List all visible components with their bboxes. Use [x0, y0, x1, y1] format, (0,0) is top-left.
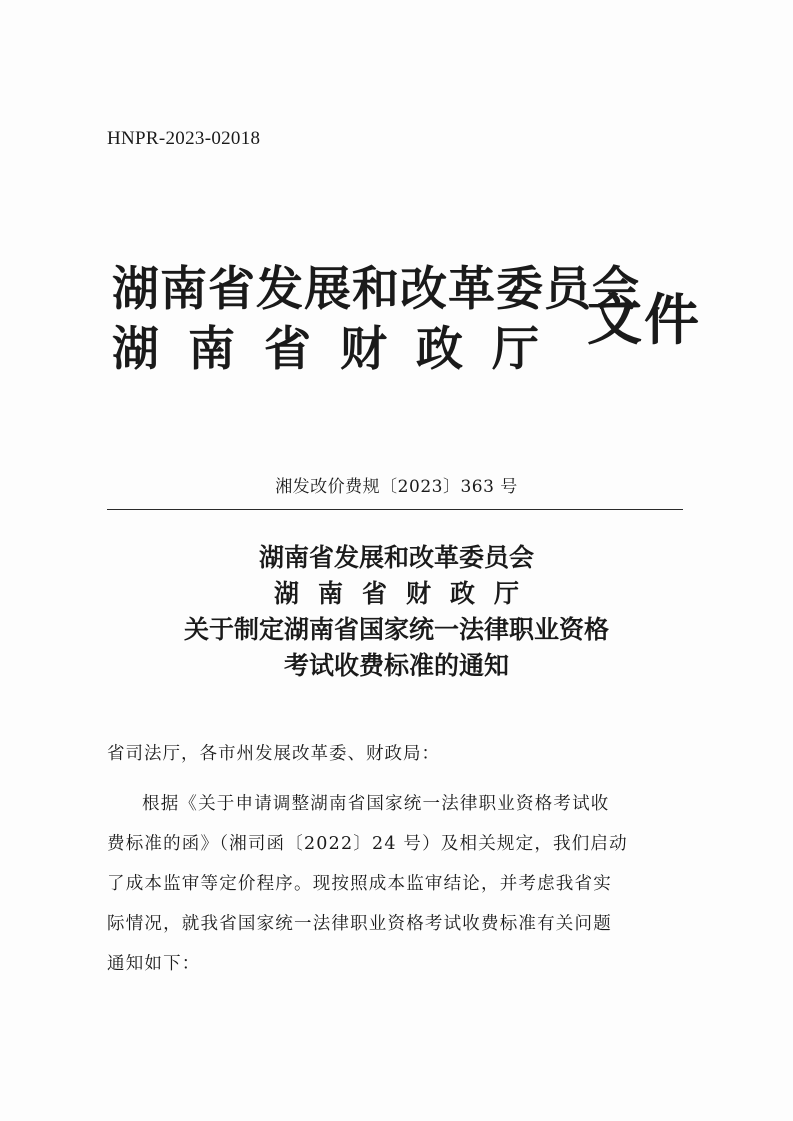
salutation: 省司法厅，各市州发展改革委、财政局：: [107, 744, 440, 764]
title-line-2: 湖南省财政厅: [273, 579, 538, 608]
title-line-1: 湖南省发展和改革委员会: [258, 543, 534, 572]
issuer-name-2: 湖南省财政厅: [112, 322, 568, 377]
body-line: 费标准的函》（湘司函〔2022〕24 号）及相关规定，我们启动: [107, 834, 628, 854]
body-line: 际情况，就我省国家统一法律职业资格考试收费标准有关问题: [107, 914, 612, 934]
body-line: 通知如下：: [107, 954, 201, 974]
body-paragraph: [107, 784, 677, 984]
issuer-header: [112, 262, 702, 402]
file-label: 文件: [587, 287, 702, 352]
issuer-name-1: 湖南省发展和改革委员会: [112, 262, 640, 317]
title-line-4: 考试收费标准的通知: [283, 651, 509, 680]
body-line: 根据《关于申请调整湖南省国家统一法律职业资格考试收: [142, 794, 610, 814]
body-line: 了成本监审等定价程序。现按照成本监审结论，并考虑我省实: [107, 874, 612, 894]
header-divider: [107, 509, 683, 510]
document-code: HNPR-2023-02018: [107, 128, 261, 149]
title-line-3: 关于制定湖南省国家统一法律职业资格: [183, 615, 609, 644]
document-title: [0, 540, 793, 684]
document-number: 湘发改价费规〔2023〕363 号: [275, 477, 518, 497]
